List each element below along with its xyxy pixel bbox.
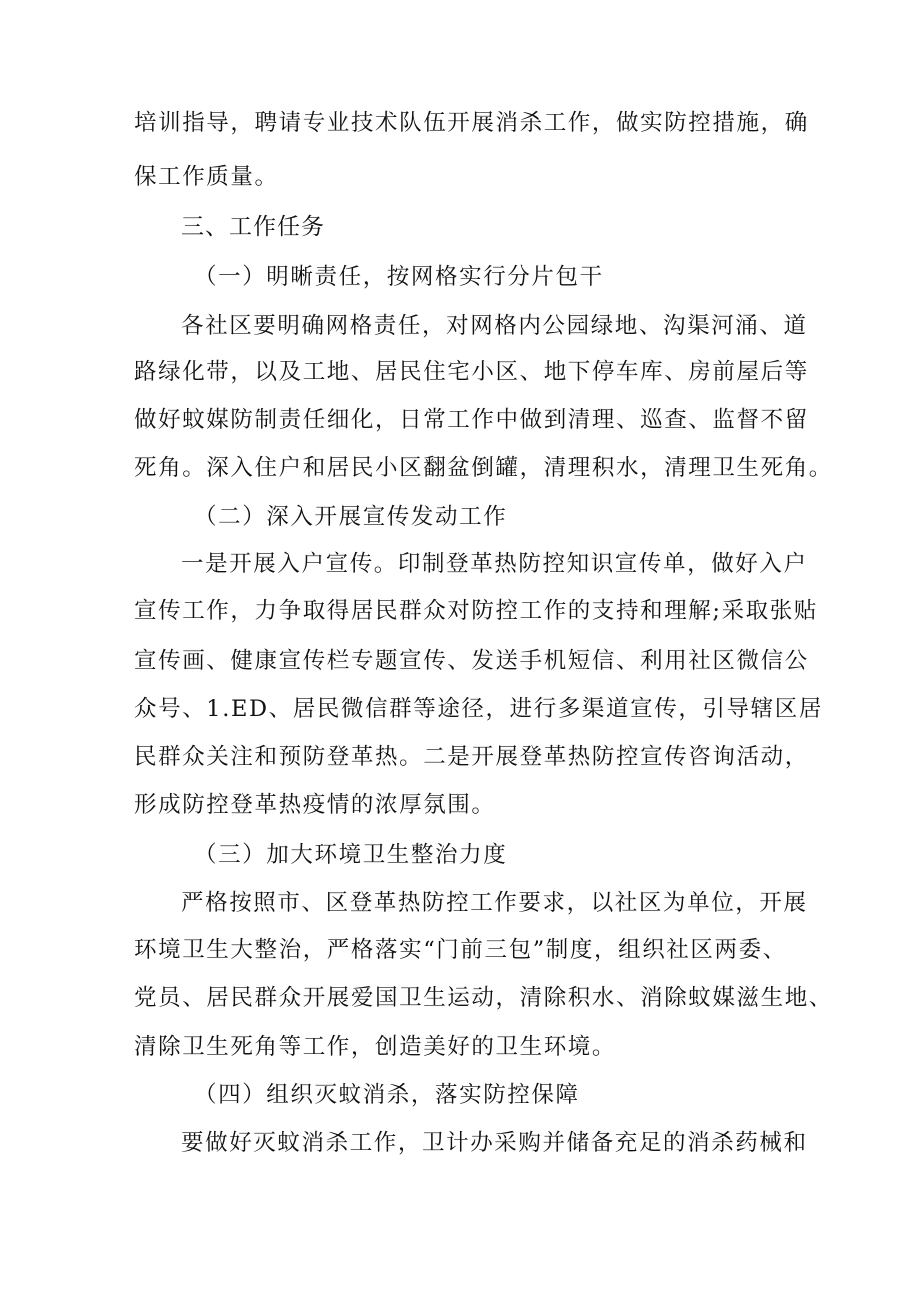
paragraph-line: 各社区要明确网格责任，对网格内公园绿地、沟渠河涌、道 <box>181 313 808 339</box>
subsection-heading: （四）组织灭蚊消杀，落实防控保障 <box>194 1082 580 1108</box>
subsection-heading: （一）明晰责任，按网格实行分片包干 <box>194 264 604 290</box>
paragraph-line: 严格按照市、区登革热防控工作要求，以社区为单位，开展 <box>181 890 808 916</box>
paragraph-line: 宣传工作，力争取得居民群众对防控工作的支持和理解;采取张贴 <box>134 598 818 624</box>
paragraph-line: 培训指导，聘请专业技术队伍开展消杀工作，做实防控措施，确 <box>134 110 809 136</box>
paragraph-line: 形成防控登革热疫情的浓厚氛围。 <box>134 792 496 818</box>
subsection-heading: （二）深入开展宣传发动工作 <box>194 504 508 530</box>
paragraph-line: 死角。深入住户和居民小区翻盆倒罐，清理积水，清理卫生死角。 <box>134 455 833 481</box>
paragraph-line: 宣传画、健康宣传栏专题宣传、发送手机短信、利用社区微信公 <box>134 648 809 674</box>
paragraph-line: 做好蚊媒防制责任细化，日常工作中做到清理、巡查、监督不留 <box>134 407 809 433</box>
paragraph-line: 党员、居民群众开展爱国卫生运动，清除积水、消除蚊媒滋生地、 <box>134 985 833 1011</box>
paragraph-line: 众号、1.ED、居民微信群等途径，进行多渠道宣传，引导辖区居 <box>134 696 823 722</box>
paragraph-line: 一是开展入户宣传。印制登革热防控知识宣传单，做好入户 <box>181 551 808 577</box>
subsection-heading: （三）加大环境卫生整治力度 <box>194 842 508 868</box>
paragraph-line: 保工作质量。 <box>134 164 279 190</box>
paragraph-line: 要做好灭蚊消杀工作，卫计办采购并储备充足的消杀药械和 <box>181 1130 808 1156</box>
paragraph-line: 清除卫生死角等工作，创造美好的卫生环境。 <box>134 1034 617 1060</box>
paragraph-line: 民群众关注和预防登革热。二是开展登革热防控宣传咨询活动， <box>134 744 809 770</box>
section-heading: 三、工作任务 <box>181 214 325 240</box>
paragraph-line: 路绿化带，以及工地、居民住宅小区、地下停车库、房前屋后等 <box>134 359 809 385</box>
paragraph-line: 环境卫生大整治，严格落实“门前三包”制度，组织社区两委、 <box>134 937 787 963</box>
